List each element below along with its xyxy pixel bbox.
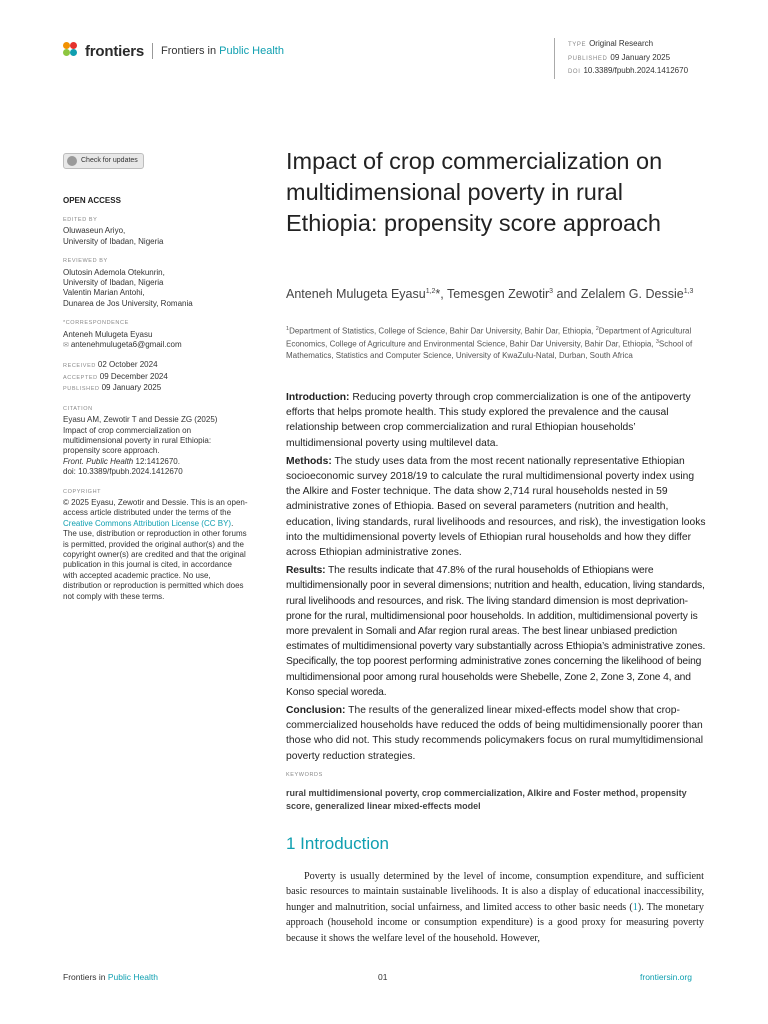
article-dates: RECEIVED 02 October 2024 ACCEPTED 09 December 2024 PUBLISHED 09 January 2025	[63, 360, 168, 393]
citation-label: CITATION	[63, 405, 93, 412]
copyright-label: COPYRIGHT	[63, 488, 102, 495]
footer-site-link[interactable]: frontiersin.org	[640, 972, 692, 982]
author[interactable]: Zelalem G. Dessie	[580, 287, 684, 302]
open-access-label: OPEN ACCESS	[63, 195, 121, 205]
keywords: rural multidimensional poverty, crop commercialization, Alkire and Foster method, propensity score, generalized linear mixed-effects model	[286, 788, 687, 811]
check-updates-button[interactable]: Check for updates	[63, 153, 144, 169]
keywords-label: KEYWORDS	[286, 772, 323, 778]
author[interactable]: Temesgen Zewotir	[447, 287, 550, 302]
abstract-conclusion: Conclusion: The results of the generalized linear mixed-effects model show that crop-commercialized households have reduced the odds of being multidimensionally poorer than those who did not. This study recommends policymakers focus on rural mumyltidimensional poverty reduction strategies.	[286, 705, 704, 762]
brand-name: frontiers	[85, 42, 145, 60]
meta-type: TYPE Original Research	[568, 39, 654, 48]
meta-published: PUBLISHED 09 January 2025	[568, 52, 671, 62]
article-meta	[554, 38, 688, 79]
reviewers: Olutosin Ademola Otekunrin, University of Ibadan, Nigeria Valentin Marian Antohi, Dunarea de Jos University, Romania	[63, 267, 193, 308]
correspondence: Anteneh Mulugeta Eyasu ✉ antenehmulugeta6@gmail.com	[63, 330, 248, 352]
editor: Oluwaseun Ariyo, University of Ibadan, Nigeria	[63, 226, 164, 246]
journal-name[interactable]: Frontiers in Public Health	[161, 45, 284, 57]
abstract-introduction: Introduction: Reducing poverty through crop commercialization is one of the antipoverty efforts that helps promote health. This study explored the prevalence and the causal relationship between crop commercialization and rural Ethiopian households’ multidimensional poverty using multilevel data.	[286, 392, 691, 449]
article-title: Impact of crop commercialization on multidimensional poverty in rural Ethiopia: propensity score approach	[286, 148, 663, 236]
check-updates-icon	[67, 156, 77, 166]
author-list: Anteneh Mulugeta Eyasu$^{1,2}$*, Temesgen Zewotir$^3$ and Zelalem G. Dessie$^{1,3}$	[286, 287, 694, 302]
section-paragraph: Poverty is usually determined by the level of income, consumption expenditure, and sufficient basic resources to maintain sustainable livelihoods. It is also a display of educational inaccessibility, hunger and malnutrition, social unfairness, and limited access to other basic needs (1). The monetary approach (household income or consumption expenditure) is a good proxy for measuring poverty because it shows the welfare level of the household. However,	[286, 871, 704, 944]
meta-doi[interactable]: DOI 10.3389/fpubh.2024.1412670	[568, 66, 689, 75]
edited-by-label: EDITED BY	[63, 217, 98, 224]
email-link[interactable]: ✉ antenehmulugeta6@gmail.com	[63, 340, 182, 350]
citation-doi[interactable]: doi: 10.3389/fpubh.2024.1412670	[63, 467, 183, 477]
abstract-methods: Methods: The study uses data from the most recent nationally representative Ethiopian socioeconomic survey 2018/19 to calculate the rural multidimensional poverty index using the Alkire and Foster technique. The data show 2,714 rural households nested in 59 administrative zones of Ethiopia. Based on several parameters (nutrition and health, education, living standards, rural livelihoods and resources, and risk), the investigation looks into the multidimensional poverty levels of Ethiopian rural households and how they differ across Ethiopian administrative zones.	[286, 455, 706, 559]
mail-icon: ✉	[63, 342, 71, 350]
page-number: 01	[378, 972, 388, 982]
author[interactable]: Anteneh Mulugeta Eyasu	[286, 287, 426, 302]
abstract-results: Results: The results indicate that 47.8% of the rural households of Ethiopians were multidimensionally poor in several dimensions; nutrition and health, education, living standards, rural livelihoods and resources, and risk. The living standard dimension is most deprivation-prone for the rural, multidimensional poor households. In addition, multidimensional poverty is more prevalent in Somali and Afar region rural areas. The best linear unbiased prediction estimates of multidimensional poverty vary substantially across Ethiopia’s administrative zones. Specifically, the top poorest performing administrative zones concerning the likelihood of being multidimensional poor among rural households were Shebelle, Zone 2, Zone 3, Zone 4, and Konso special woreda.	[286, 565, 706, 698]
abstract	[286, 390, 706, 767]
frontiers-logo-icon	[63, 42, 81, 60]
license-link[interactable]: Creative Commons Attribution License (CC BY)	[63, 518, 232, 528]
correspondence-label: *CORRESPONDENCE	[63, 320, 129, 327]
affiliations: $^1$Department of Statistics, College of Science, Bahir Dar University, Bahir Dar, Ethiopia, $^2$Department of Agricultural Economics, College of Agriculture and Environmental Science, Bahir Dar University, Bahir Dar, Ethiopia, $^3$School of Mathematics, Statistics and Computer Science, University of KwaZulu-Natal, Durban, South Africa	[286, 326, 693, 360]
reference-link[interactable]: 1	[632, 901, 638, 913]
reviewed-by-label: REVIEWED BY	[63, 258, 108, 265]
citation: Eyasu AM, Zewotir T and Dessie ZG (2025) Impact of crop commercialization on multidimensional poverty in rural Ethiopia: propensity score approach. Front. Public Health 12:1412670. doi: 10.3389/fpubh.2024.1412670	[63, 415, 248, 477]
section-heading: 1 Introduction	[286, 834, 390, 853]
article-info-sidebar	[63, 153, 248, 602]
logo-divider	[152, 43, 153, 59]
frontiers-logo[interactable]	[63, 42, 284, 60]
copyright-text: © 2025 Eyasu, Zewotir and Dessie. This is an open-access article distributed under the terms of the Creative Commons Attribution License (CC BY). The use, distribution or reproduction in other forums is permitted, provided the original author(s) and the copyright owner(s) are credited and that the original publication in this journal is cited, in accordance with accepted academic practice. No use, distribution or reproduction is permitted which does not comply with these terms.	[63, 497, 248, 601]
footer-journal[interactable]: Frontiers in Public Health	[63, 972, 158, 982]
